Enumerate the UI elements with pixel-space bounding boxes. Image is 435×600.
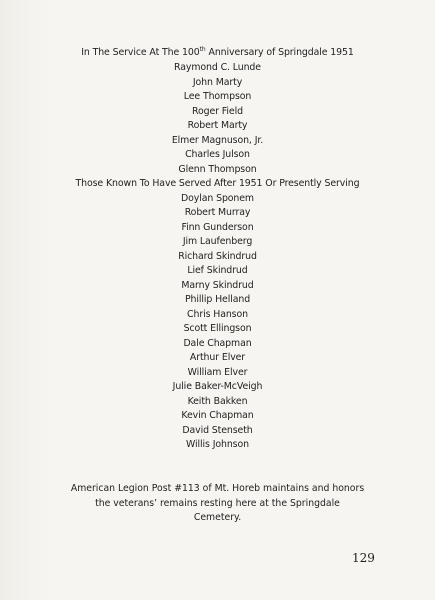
page-number: 129 [352, 551, 375, 565]
name-after-1951: Phillip Helland [184, 294, 251, 305]
name-1951: Elmer Magnuson, Jr. [171, 135, 264, 146]
name-after-1951: Chris Hanson [187, 309, 248, 320]
heading-1951-text-end: Anniversary of Springdale 1951 [205, 47, 354, 58]
name-1951: Raymond C. Lunde [174, 62, 261, 73]
name-after-1951: Keith Bakken [187, 396, 248, 407]
name-after-1951: Lief Skindrud [187, 265, 248, 276]
name-after-1951: Willis Johnson [186, 439, 249, 450]
name-after-1951: Finn Gunderson [181, 222, 254, 233]
name-after-1951: Doylan Sponem [181, 193, 254, 204]
name-after-1951: William Elver [187, 367, 248, 378]
section-heading-1951 [0, 47, 435, 59]
name-after-1951: Kevin Chapman [181, 410, 254, 421]
name-after-1951: Richard Skindrud [178, 251, 257, 262]
name-1951: John Marty [192, 77, 243, 88]
name-1951: Lee Thompson [183, 91, 252, 102]
name-1951: Charles Julson [185, 149, 250, 160]
heading-1951-text: In The Service At The 100 [81, 47, 200, 58]
legion-footnote: American Legion Post #113 of Mt. Horeb maintains and honors the veterans’ remains resting here at the Springdale Cemetery. [70, 483, 365, 523]
name-after-1951: Robert Murray [184, 207, 251, 218]
name-after-1951: Julie Baker-McVeigh [172, 381, 263, 392]
name-1951: Robert Marty [187, 120, 248, 131]
name-after-1951: David Stenseth [182, 425, 253, 436]
name-after-1951: Dale Chapman [183, 338, 252, 349]
section-heading-after-1951: Those Known To Have Served After 1951 Or Presently Serving [75, 178, 360, 189]
name-1951: Roger Field [192, 106, 243, 117]
name-after-1951: Marny Skindrud [181, 280, 254, 291]
name-after-1951: Jim Laufenberg [182, 236, 253, 247]
heading-1951-superscript: th [199, 45, 206, 53]
name-after-1951: Arthur Elver [189, 352, 246, 363]
name-after-1951: Scott Ellingson [183, 323, 252, 334]
name-1951: Glenn Thompson [178, 164, 257, 175]
